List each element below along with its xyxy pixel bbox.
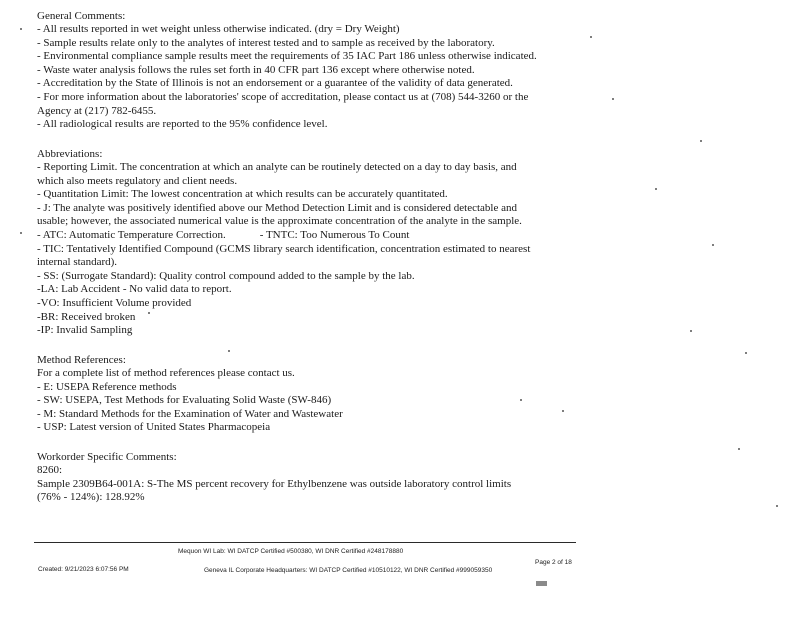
- footer-divider: [34, 542, 576, 543]
- scan-speck: [612, 98, 614, 100]
- workorder-line: (76% - 124%): 128.92%: [37, 491, 145, 504]
- scan-speck: [745, 352, 747, 354]
- workorder-comments-section: [37, 451, 597, 505]
- abbreviation-line: - Reporting Limit. The concentration at which an analyte can be routinely detected on a day to day basis, and: [37, 161, 517, 173]
- footer-created-timestamp: Created: 9/21/2023 6:07:56 PM: [38, 566, 129, 573]
- scan-speck: [562, 410, 564, 412]
- comment-line: - Waste water analysis follows the rules set forth in 40 CFR part 136 except where otherwise noted.: [37, 63, 475, 76]
- method-line: - E: USEPA Reference methods: [37, 380, 177, 393]
- scan-speck: [690, 330, 692, 332]
- comment-line: - All results reported in wet weight unless otherwise indicated. (dry = Dry Weight): [37, 23, 400, 35]
- workorder-comments-heading: Workorder Specific Comments:: [37, 451, 177, 463]
- method-line: - SW: USEPA, Test Methods for Evaluating Solid Waste (SW-846): [37, 394, 332, 407]
- general-comments-section: [37, 10, 597, 132]
- abbreviation-line: - SS: (Surrogate Standard): Quality control compound added to the sample by the lab.: [37, 269, 415, 282]
- scan-speck: [655, 188, 657, 190]
- scan-speck: [228, 350, 230, 352]
- scan-speck: [20, 28, 22, 30]
- scan-speck: [700, 140, 702, 142]
- abbreviations-heading: Abbreviations:: [37, 148, 103, 160]
- scan-speck: [738, 448, 740, 450]
- scan-speck: [712, 244, 714, 246]
- abbreviation-line: - Quantitation Limit: The lowest concentration at which results can be accurately quantitated.: [37, 188, 448, 201]
- footer-page-number: Page 2 of 18: [535, 559, 572, 566]
- footer-headquarters-certification: Geneva IL Corporate Headquarters: WI DATCP Certified #10510122, WI DNR Certified #999059350: [204, 567, 493, 574]
- abbreviation-line: -BR: Received broken: [37, 310, 136, 323]
- abbreviations-section: [37, 148, 597, 338]
- scan-speck: [520, 399, 522, 401]
- footer-lab-certification: Mequon WI Lab: WI DATCP Certified #500380, WI DNR Certified #248178880: [178, 548, 404, 555]
- tntc-abbreviation: - TNTC: Too Numerous To Count: [259, 228, 410, 241]
- comment-line: - Accreditation by the State of Illinois is not an endorsement or a guarantee of the validity of data generated.: [37, 77, 513, 90]
- method-line: - USP: Latest version of United States Pharmacopeia: [37, 421, 271, 434]
- abbreviation-line: which also meets regulatory and client needs.: [37, 174, 238, 187]
- abbreviation-line: -VO: Insufficient Volume provided: [37, 296, 192, 309]
- scan-speck: [148, 312, 150, 314]
- workorder-line: Sample 2309B64-001A: S-The MS percent recovery for Ethylbenzene was outside laboratory control limits: [37, 477, 512, 490]
- atc-abbreviation: - ATC: Automatic Temperature Correction.: [37, 228, 226, 241]
- scan-stamp-mark: [536, 581, 547, 586]
- comment-line: - Sample results relate only to the analytes of interest tested and to sample as received by the laboratory.: [37, 36, 495, 49]
- general-comments-heading: General Comments:: [37, 10, 126, 22]
- scan-speck: [776, 505, 778, 507]
- workorder-line: 8260:: [37, 464, 63, 476]
- scan-speck: [590, 36, 592, 38]
- abbreviation-line: - TIC: Tentatively Identified Compound (GCMS library search identification, concentration estimated to nearest: [37, 242, 531, 255]
- method-references-section: [37, 354, 597, 435]
- method-references-heading: Method References:: [37, 354, 126, 366]
- method-line: For a complete list of method references please contact us.: [37, 367, 295, 379]
- comment-line: - Environmental compliance sample results meet the requirements of 35 IAC Part 186 unless otherwise indicated.: [37, 50, 537, 63]
- abbreviation-line: - J: The analyte was positively identified above our Method Detection Limit and is considered detectable and: [37, 201, 517, 214]
- comment-line: Agency at (217) 782-6455.: [37, 104, 157, 117]
- abbreviation-line: -LA: Lab Accident - No valid data to report.: [37, 283, 232, 296]
- scan-speck: [20, 232, 22, 234]
- comment-line: - For more information about the laboratories' scope of accreditation, please contact us at (708) 544-3260 or the: [37, 90, 529, 103]
- abbreviation-line: usable; however, the associated numerical value is the approximate concentration of the analyte in the sample.: [37, 215, 522, 228]
- method-line: - M: Standard Methods for the Examination of Water and Wastewater: [37, 407, 343, 420]
- abbreviation-pair-line: [37, 229, 597, 243]
- abbreviation-line: internal standard).: [37, 256, 118, 269]
- comment-line: - All radiological results are reported to the 95% confidence level.: [37, 118, 328, 131]
- abbreviation-line: -IP: Invalid Sampling: [37, 324, 133, 337]
